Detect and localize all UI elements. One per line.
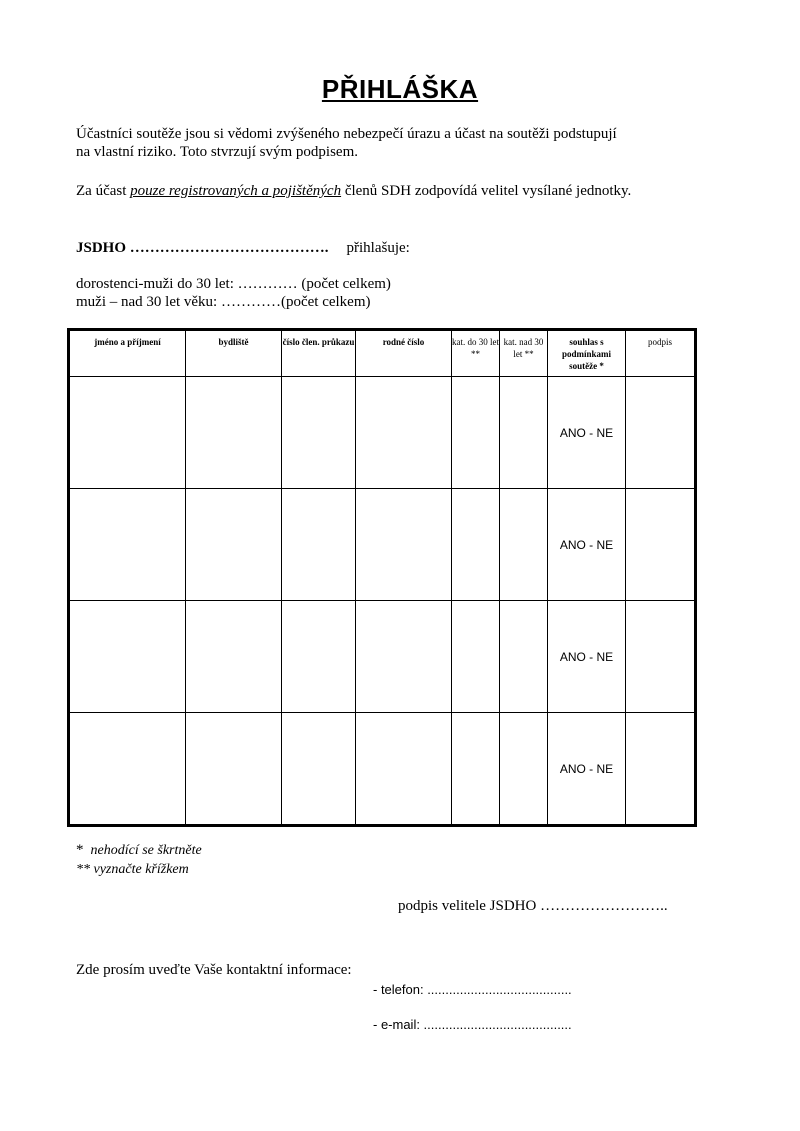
responsibility-prefix: Za účast [76, 183, 131, 199]
table-row [69, 601, 696, 713]
table-cell[interactable] [452, 489, 500, 601]
table-cell[interactable] [69, 713, 186, 826]
table-cell[interactable] [500, 601, 548, 713]
column-header: souhlas s podmínkami soutěže * [548, 330, 626, 377]
consent-cell[interactable]: ANO - NE [548, 601, 626, 713]
footnote-1-text: nehodící se škrtněte [90, 843, 202, 858]
table-cell[interactable] [452, 377, 500, 489]
consent-cell[interactable]: ANO - NE [548, 713, 626, 826]
participant-counts [76, 275, 391, 311]
table-cell[interactable] [186, 713, 282, 826]
table-cell[interactable] [69, 601, 186, 713]
table-cell[interactable] [356, 713, 452, 826]
responsibility-emphasis: pouze registrovaných a pojištěných [130, 183, 342, 199]
column-header: kat. nad 30 let ** [500, 330, 548, 377]
table-cell[interactable] [356, 377, 452, 489]
juniors-count-field[interactable]: dorostenci-muži do 30 let: ………… (počet celkem) [76, 276, 391, 292]
intro-line-1: Účastníci soutěže jsou si vědomi zvýšeného nebezpečí úrazu a účast na soutěži podstupují [76, 126, 617, 142]
table-cell[interactable] [69, 377, 186, 489]
footnotes [76, 841, 202, 879]
table-cell[interactable] [500, 377, 548, 489]
column-header: kat. do 30 let ** [452, 330, 500, 377]
table-cell[interactable] [356, 489, 452, 601]
column-header: podpis [626, 330, 696, 377]
column-header: jméno a příjmení [69, 330, 186, 377]
table-cell[interactable] [626, 713, 696, 826]
table-cell[interactable] [186, 377, 282, 489]
registration-table [67, 328, 697, 827]
table-cell[interactable] [282, 377, 356, 489]
responsibility-statement [76, 182, 631, 200]
commander-signature-field[interactable]: podpis velitele JSDHO …………………….. [398, 898, 668, 914]
contact-heading: Zde prosím uveďte Vaše kontaktní informace: [76, 962, 352, 978]
footnote-2: ** vyznačte křížkem [76, 862, 189, 877]
consent-cell[interactable]: ANO - NE [548, 377, 626, 489]
responsibility-suffix: členů SDH zodpovídá velitel vysílané jednotky. [341, 183, 632, 199]
table-cell[interactable] [186, 489, 282, 601]
jsdho-field[interactable]: JSDHO …………………………………. [76, 240, 329, 256]
column-header: rodné číslo [356, 330, 452, 377]
table-header-row [69, 330, 696, 377]
table-cell[interactable] [282, 601, 356, 713]
table-cell[interactable] [626, 601, 696, 713]
intro-line-2: na vlastní riziko. Toto stvrzují svým podpisem. [76, 144, 358, 160]
intro-paragraph [76, 125, 617, 161]
seniors-count-field[interactable]: muži – nad 30 let věku: …………(počet celkem) [76, 294, 371, 310]
table-row [69, 377, 696, 489]
table-cell[interactable] [356, 601, 452, 713]
table-body [69, 377, 696, 826]
table-row [69, 713, 696, 826]
table-cell[interactable] [69, 489, 186, 601]
consent-cell[interactable]: ANO - NE [548, 489, 626, 601]
email-field[interactable]: - e-mail: ......................................... [373, 1017, 572, 1032]
table-cell[interactable] [452, 713, 500, 826]
table-cell[interactable] [626, 489, 696, 601]
table-cell[interactable] [282, 489, 356, 601]
announces-label: přihlašuje: [346, 240, 410, 256]
table-cell[interactable] [626, 377, 696, 489]
column-header: bydliště [186, 330, 282, 377]
table-row [69, 489, 696, 601]
table-cell[interactable] [186, 601, 282, 713]
table-cell[interactable] [452, 601, 500, 713]
page-title: PŘIHLÁŠKA [321, 74, 479, 104]
phone-field[interactable]: - telefon: ........................................ [373, 982, 572, 997]
footnote-1 [76, 841, 202, 860]
table-cell[interactable] [500, 489, 548, 601]
column-header: číslo člen. průkazu [282, 330, 356, 377]
table-cell[interactable] [500, 713, 548, 826]
table-cell[interactable] [282, 713, 356, 826]
footnote-star: * [76, 842, 84, 858]
jsdho-line [76, 239, 410, 257]
